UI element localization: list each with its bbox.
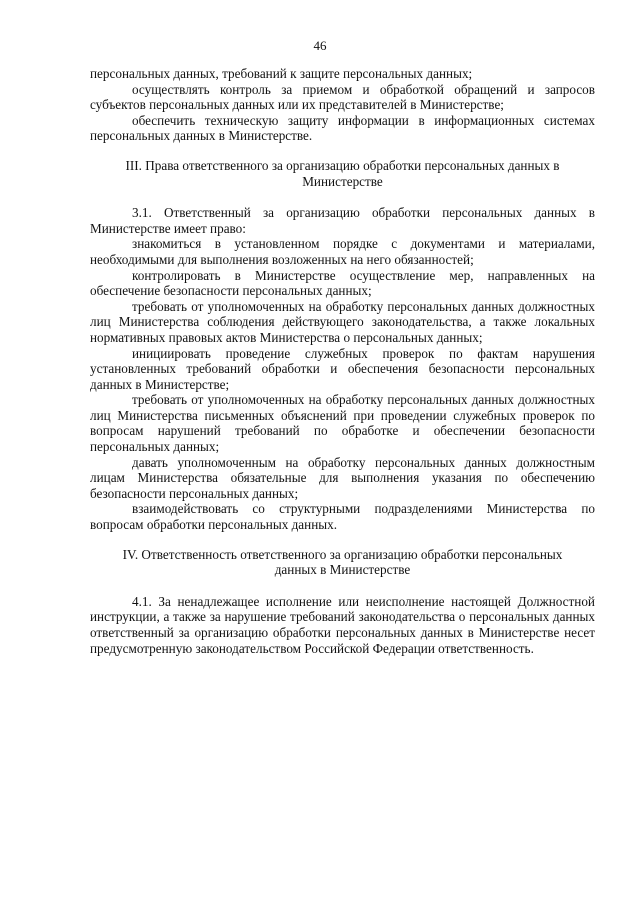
- paragraph-right-give-instructions: давать уполномоченным на обработку персональных данных должностным лицам Министерства обязательные для выполнения указания по обеспечению безопасности персональных данных;: [90, 454, 595, 501]
- paragraph-continuation: персональных данных, требований к защите персональных данных;: [90, 66, 473, 81]
- paragraph-technical-protection: обеспечить техническую защиту информации в информационных системах персональных данных в Министерстве.: [90, 112, 595, 144]
- paragraph-right-control: контролировать в Министерстве осуществление мер, направленных на обеспечение безопасности персональных данных;: [90, 267, 595, 299]
- document-body: [90, 66, 595, 656]
- page-number: 46: [313, 38, 327, 53]
- paragraph-right-familiarize: знакомиться в установленном порядке с документами и материалами, необходимыми для выполнения возложенных на него обязанностей;: [90, 236, 595, 267]
- paragraph-control-requests: осуществлять контроль за приемом и обработкой обращений и запросов субъектов персональных данных или их представителей в Министерстве;: [90, 81, 595, 113]
- section-heading-iv: IV. Ответственность ответственного за организацию обработки персональных данных в Министерстве: [122, 546, 563, 578]
- paragraph-right-require-compliance: требовать от уполномоченных на обработку персональных данных должностных лиц Министерства соблюдения действующего законодательства, а также локальных нормативных правовых актов Министерства о персональных данных;: [90, 298, 595, 345]
- section-heading-iii: III. Права ответственного за организацию обработки персональных данных в Министерстве: [125, 157, 560, 189]
- paragraph-3-1: 3.1. Ответственный за организацию обработки персональных данных в Министерстве имеет право:: [90, 205, 595, 236]
- paragraph-4-1: 4.1. За ненадлежащее исполнение или неисполнение настоящей Должностной инструкции, а также за нарушение требований законодательства о персональных данных ответственный за организацию обработки персональных данных в Министерстве несет предусмотренную законодательством Российской Федерации ответственность.: [90, 593, 595, 656]
- paragraph-right-interact: взаимодействовать со структурными подразделениями Министерства по вопросам обработки персональных данных.: [90, 501, 595, 533]
- paragraph-right-initiate-checks: инициировать проведение служебных проверок по фактам нарушения установленных требований обработки и обеспечения безопасности персональных данных в Министерстве;: [90, 345, 595, 392]
- paragraph-right-require-explanations: требовать от уполномоченных на обработку персональных данных должностных лиц Министерства письменных объяснений при проведении служебных проверок по вопросам нарушений требований по обработке и обеспечении безопасности персональных данных;: [90, 392, 595, 455]
